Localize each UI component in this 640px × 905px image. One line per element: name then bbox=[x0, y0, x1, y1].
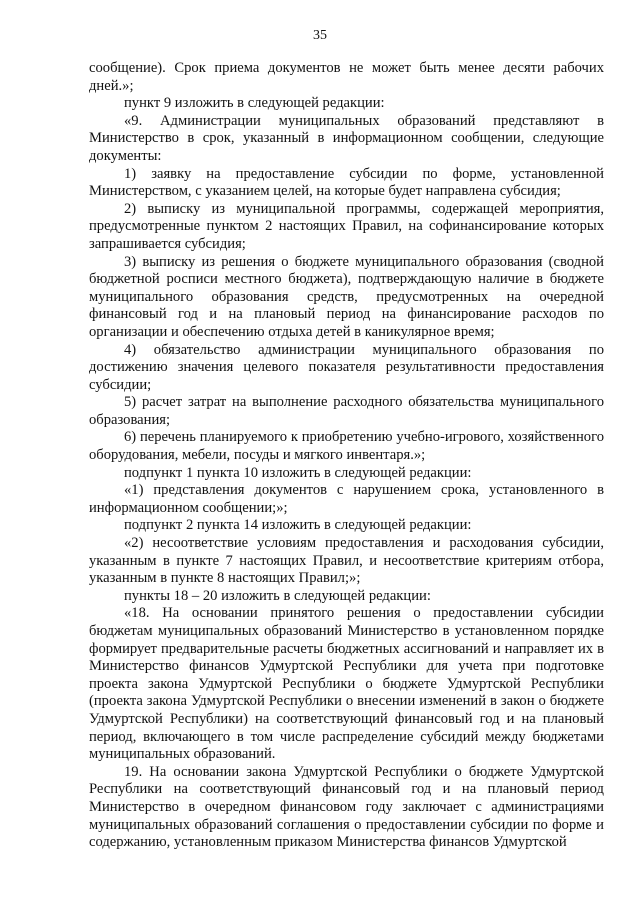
list-item: 5) расчет затрат на выполнение расходного обязательства муниципального образования; bbox=[89, 394, 604, 428]
paragraph: «9. Администрации муниципальных образований представляют в Министерство в срок, указанный в информационном сообщении, следующие документы: bbox=[89, 112, 604, 164]
document-body bbox=[89, 60, 604, 852]
page-number: 35 bbox=[313, 28, 327, 43]
paragraph: «2) несоответствие условиям предоставления и расходования субсидии, указанным в пункте 7 настоящих Правил, и несоответствие критериям отбора, указанным в пункте 8 настоящих Правил;»; bbox=[89, 535, 604, 587]
paragraph: 19. На основании закона Удмуртской Республики о бюджете Удмуртской Республики на соответствующий финансовый год и на плановый период Министерство в очередном финансовом году заключает с администрациями муниципальных образований соглашения о предоставлении субсидии по форме и содержанию, установленным приказом Министерства финансов Удмуртской bbox=[89, 763, 604, 851]
list-item: 6) перечень планируемого к приобретению учебно-игрового, хозяйственного оборудования, мебели, посуды и мягкого инвентаря.»; bbox=[89, 429, 604, 464]
paragraph: сообщение). Срок приема документов не может быть менее десяти рабочих дней.»; bbox=[89, 60, 604, 94]
paragraph: подпункт 1 пункта 10 изложить в следующей редакции: bbox=[124, 464, 472, 481]
paragraph: подпункт 2 пункта 14 изложить в следующей редакции: bbox=[124, 517, 472, 534]
paragraph: «18. На основании принятого решения о предоставлении субсидии бюджетам муниципальных образований Министерство в установленном порядке формирует предварительные расчеты бюджетных ассигнований и направляет их в Министерство финансов Удмуртской Республики для учета при подготовке проекта закона Удмуртской Республики о бюджете Удмуртской Республики (проекта закона Удмуртской Республики о внесении изменений в закон о бюджете Удмуртской Республики) на соответствующий финансовый год и на плановый период, включающего в том числе распределение субсидий между бюджетами муниципальных образований. bbox=[89, 605, 604, 763]
list-item: 4) обязательство администрации муниципального образования по достижению значения целевого показателя результативности предоставления субсидии; bbox=[89, 341, 604, 393]
paragraph: «1) представления документов с нарушением срока, установленного в информационном сообщении;»; bbox=[89, 482, 604, 516]
list-item: 1) заявку на предоставление субсидии по форме, установленной Министерством, с указанием целей, на которые будет направлена субсидия; bbox=[89, 165, 604, 200]
paragraph: пункты 18 – 20 изложить в следующей редакции: bbox=[124, 587, 431, 604]
list-item: 3) выписку из решения о бюджете муниципального образования (сводной бюджетной росписи местного бюджета), подтверждающую наличие в бюджете муниципального образования средств, предусмотренных на очередной финансовый год и на плановый период на финансирование расходов по организации и обеспечению отдыха детей в каникулярное время; bbox=[89, 253, 604, 340]
list-item: 2) выписку из муниципальной программы, содержащей мероприятия, предусмотренные пунктом 2 настоящих Правил, на софинансирование которых запрашивается субсидия; bbox=[89, 200, 604, 252]
paragraph: пункт 9 изложить в следующей редакции: bbox=[124, 95, 385, 112]
